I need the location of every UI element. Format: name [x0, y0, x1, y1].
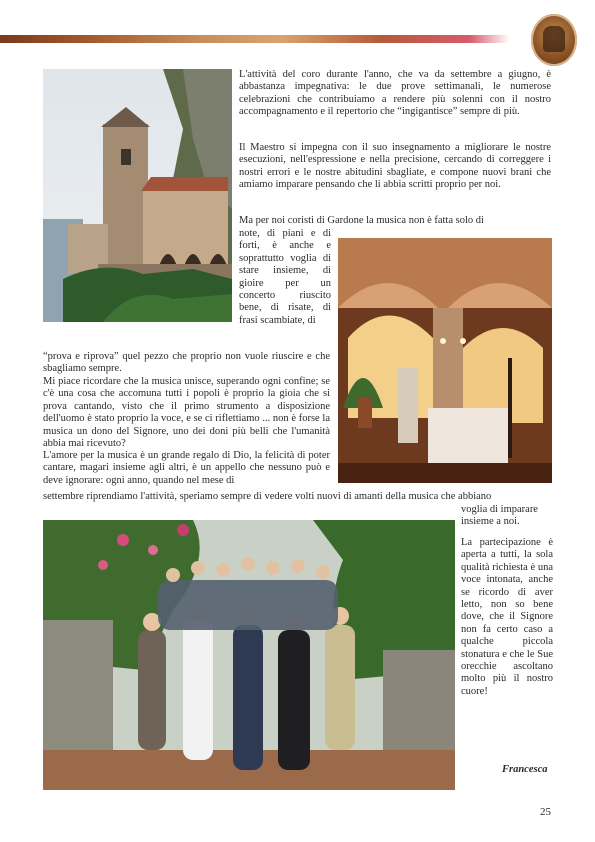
paragraph-singers-intro: Ma per noi coristi di Gardone la musica non è fatta solo di: [239, 215, 484, 226]
paragraph-singers-end: “prova e riprova” quel pezzo che proprio non vuole riuscire e che sbagliamo sempre.: [43, 351, 330, 375]
church-interior-photo: [338, 238, 552, 483]
page-number: 25: [540, 806, 551, 818]
paragraph-singers-wrap: note, di piani e di forti, è anche e soprattutto voglia di stare insieme, di gioire per un concerto riuscito bene, di risate, di frasi scambiate, di: [239, 228, 331, 326]
paragraph-gift-of-god: L'amore per la musica è un grande regalo di Dio, la felicità di poter cantare, magari insieme agli altri, è un appello che nessuno può e deve ignorare: ogni anno, quando nel mese di: [43, 450, 330, 486]
author-signature: Francesca: [502, 764, 548, 775]
paragraph-maestro: Il Maestro si impegna con il suo insegnamento a migliorare le nostre esecuzioni, nell'espressione e nella precisione, cercando di correggere i nostri errori e le nostre abitudini sbagliate, e compone nuovi brani che amiamo imparare pensando che li abbia scritti proprio per noi.: [239, 142, 551, 191]
paragraph-choir-activity: L'attività del coro durante l'anno, che va da settembre a giugno, è abbastanza impegnativa: le due prove settimanali, le numerose celebrazioni che contribuiamo a rendere più solenni con il nostro accompagnamento e il repertorio che “ingigantisce” sempre di più.: [239, 69, 551, 118]
choir-group-photo: [43, 520, 455, 790]
paragraph-music-unites: Mi piace ricordare che la musica unisce, superando ogni confine; se c'è una cosa che accomuna tutti i popoli è proprio la gioia che si prova cantando, visto che il primo strumento a disposizione dell'uomo è stato proprio la voce, e se ci riflettiamo ... non è forse la musica un dono del Signore, uno dei doni più belli che l'umanità abbia mai ricevuto?: [43, 376, 330, 450]
paragraph-participation: La partecipazione è aperta a tutti, la sola qualità richiesta è una voce intonata, anche se ricordo di aver letto, non so bene dove, che il Signore non fa certo caso a qualche piccola stonatura e che le Sue orecchie ascoltano molto più il nostro cuore!: [461, 537, 553, 697]
header-decorative-band: [0, 35, 510, 43]
parish-emblem-logo: [531, 14, 577, 66]
paragraph-learn-together: voglia di imparare insieme a noi.: [461, 504, 538, 528]
emblem-figure-icon: [543, 26, 565, 52]
paragraph-september: settembre riprendiamo l'attività, speriamo sempre di vedere volti nuovi di amanti della musica che abbiano: [43, 491, 492, 502]
hermitage-photo: [43, 69, 232, 322]
